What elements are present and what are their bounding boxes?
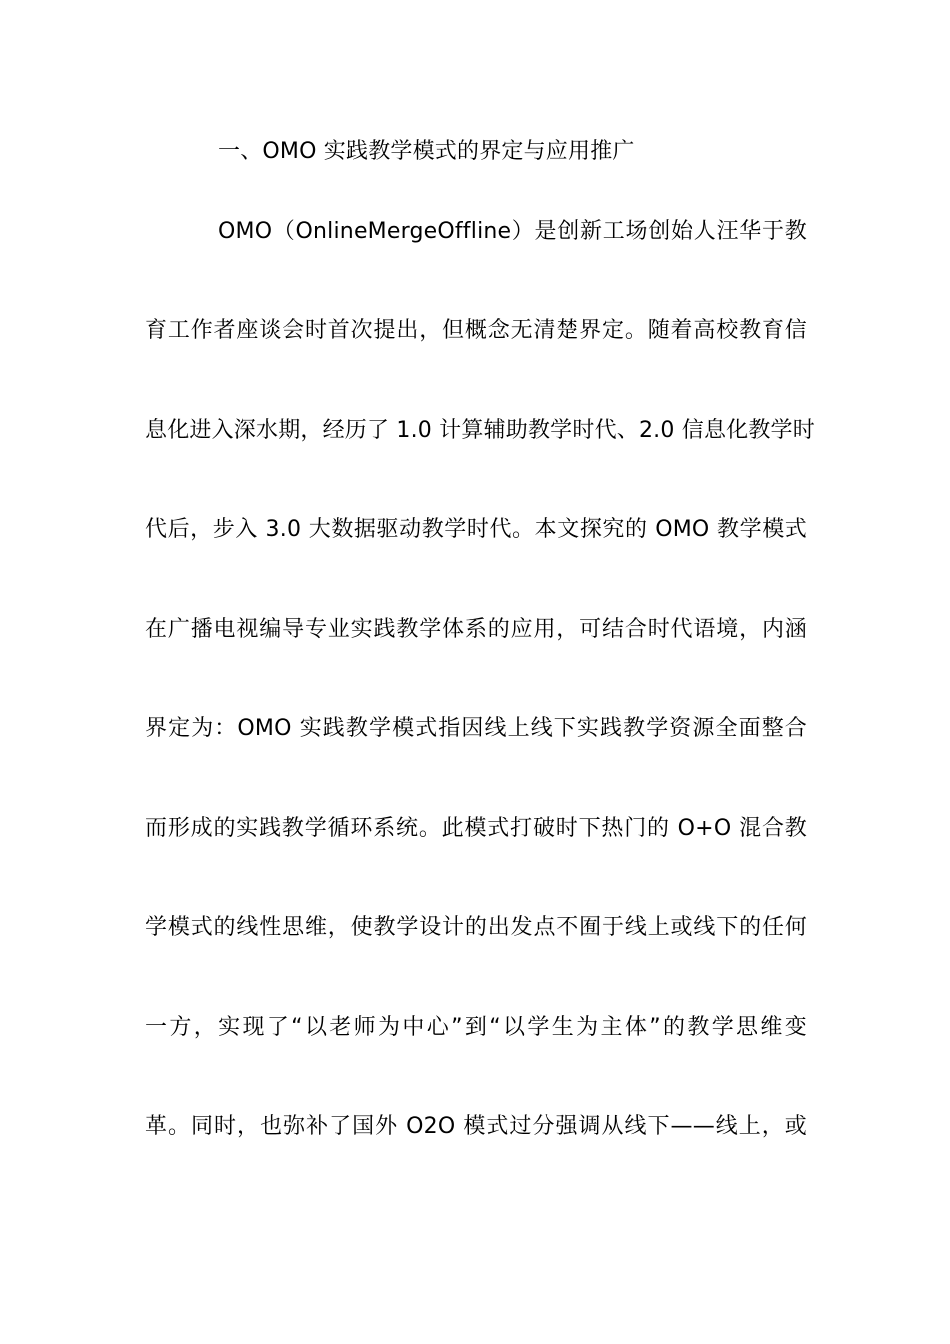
paragraph-line-8: 学模式的线性思维，使教学设计的出发点不囿于线上或线下的任何 [145,915,807,940]
paragraph-line-7: 而形成的实践教学循环系统。此模式打破时下热门的 O+O 混合教 [145,816,807,841]
paragraph-line-2: 育工作者座谈会时首次提出，但概念无清楚界定。随着高校教育信 [145,318,807,343]
paragraph-line-5: 在广播电视编导专业实践教学体系的应用，可结合时代语境，内涵 [145,617,807,642]
paragraph-line-4: 代后，步入 3.0 大数据驱动教学时代。本文探究的 OMO 教学模式 [145,517,807,542]
paragraph-line-1: OMO（OnlineMergeOffline）是创新工场创始人汪华于教 [218,219,807,244]
paragraph-line-9: 一方，实现了“以老师为中心”到“以学生为主体”的教学思维变 [145,1015,807,1040]
section-heading: 一、OMO 实践教学模式的界定与应用推广 [218,139,635,164]
paragraph-line-10: 革。同时，也弥补了国外 O2O 模式过分强调从线下——线上，或 [145,1114,807,1139]
paragraph-line-6: 界定为：OMO 实践教学模式指因线上线下实践教学资源全面整合 [145,716,807,741]
paragraph-line-3: 息化进入深水期，经历了 1.0 计算辅助教学时代、2.0 信息化教学时 [145,418,815,443]
